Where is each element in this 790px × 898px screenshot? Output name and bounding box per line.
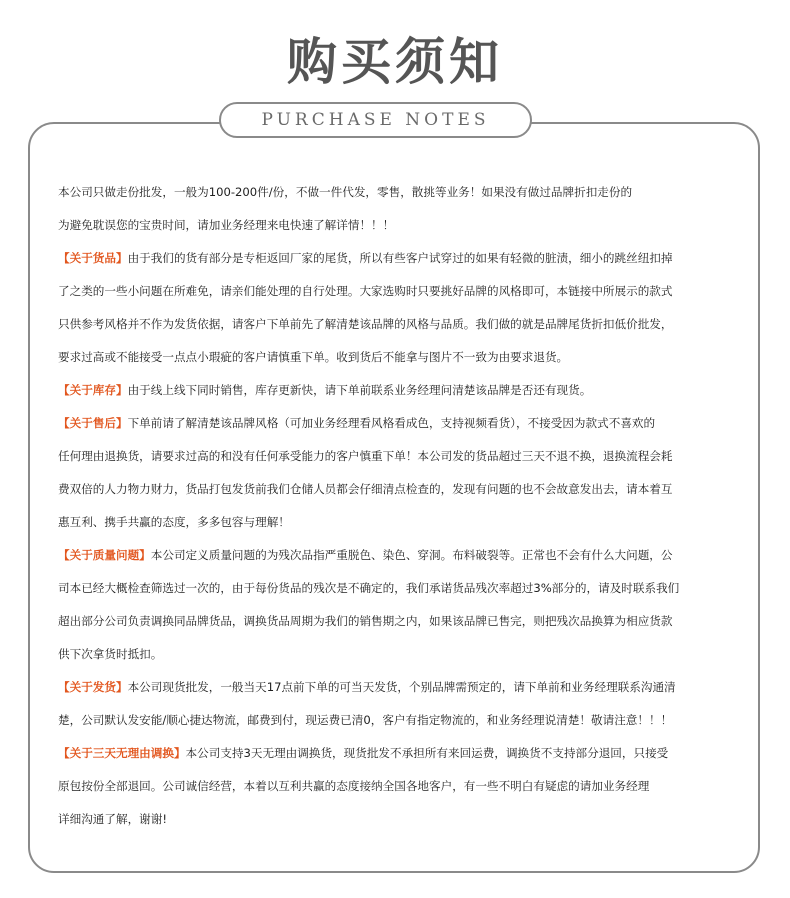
line-text: 楚，公司默认发安能/顺心捷达物流，邮费到付，现运费已清0，客户有指定物流的，和业务经理说清楚！敬请注意！！！ (58, 713, 673, 727)
notes-line (58, 440, 743, 473)
notes-line (58, 770, 743, 803)
line-text: 本公司只做走份批发，一般为100-200件/份，不做一件代发，零售，散挑等业务！如果没有做过品牌折扣走份的 (58, 185, 633, 199)
notes-line (58, 308, 743, 341)
line-text: 由于线上线下同时销售，库存更新快，请下单前联系业务经理问清楚该品牌是否还有现货。 (127, 383, 592, 397)
section-tag-shipping: 【关于发货】 (58, 680, 128, 694)
page-title: 购买须知 (287, 32, 503, 91)
line-text: 供下次拿货时抵扣。 (58, 647, 163, 661)
line-text: 下单前请了解清楚该品牌风格（可加业务经理看风格看成色，支持视频看货），不接受因为款式不喜欢的 (127, 416, 656, 430)
line-text: 司本已经大概检查筛选过一次的，由于每份货品的残次是不确定的，我们承诺货品残次率超过3%部分的，请及时联系我们 (58, 581, 680, 595)
line-text: 惠互利、携手共赢的态度，多多包容与理解！ (58, 515, 290, 529)
line-text: 本公司现货批发，一般当天17点前下单的可当天发货，个别品牌需预定的，请下单前和业务经理联系沟通清 (127, 680, 676, 694)
section-tag-stock: 【关于库存】 (58, 383, 128, 397)
notes-line (58, 638, 743, 671)
line-text: 要求过高或不能接受一点点小瑕疵的客户请慎重下单。收到货后不能拿与图片不一致为由要求退货。 (58, 350, 569, 364)
notes-line-quality (58, 539, 743, 572)
line-text: 原包按份全部退回。公司诚信经营，本着以互利共赢的态度接纳全国各地客户，有一些不明白有疑虑的请加业务经理 (58, 779, 650, 793)
notes-line (58, 506, 743, 539)
line-text: 本公司定义质量问题的为残次品指严重脱色、染色、穿洞。布料破裂等。正常也不会有什么大问题，公 (150, 548, 673, 562)
section-tag-goods: 【关于货品】 (58, 251, 128, 265)
line-text: 超出部分公司负责调换同品牌货品，调换货品周期为我们的销售期之内，如果该品牌已售完，则把残次品换算为相应货款 (58, 614, 673, 628)
section-tag-after-sales: 【关于售后】 (58, 416, 128, 430)
line-text: 了之类的一些小问题在所难免，请亲们能处理的自行处理。大家选购时只要挑好品牌的风格即可，本链接中所展示的款式 (58, 284, 673, 298)
page-subtitle: PURCHASE NOTES (219, 102, 532, 138)
line-text: 只供参考风格并不作为发货依据，请客户下单前先了解清楚该品牌的风格与品质。我们做的就是品牌尾货折扣低价批发， (58, 317, 673, 331)
line-text: 任何理由退换货，请要求过高的和没有任何承受能力的客户慎重下单！本公司发的货品超过三天不退不换，退换流程会耗 (58, 449, 673, 463)
notes-line (58, 176, 743, 209)
notes-line (58, 275, 743, 308)
notes-content (58, 176, 743, 836)
section-tag-returns: 【关于三天无理由调换】 (58, 746, 186, 760)
notes-line-goods (58, 242, 743, 275)
notes-line-returns (58, 737, 743, 770)
line-text: 为避免耽误您的宝贵时间，请加业务经理来电快速了解详情！！！ (58, 218, 395, 232)
notes-line-shipping (58, 671, 743, 704)
section-tag-quality: 【关于质量问题】 (58, 548, 151, 562)
line-text: 本公司支持3天无理由调换货，现货批发不承担所有来回运费，调换货不支持部分退回，只接受 (185, 746, 669, 760)
notes-line (58, 341, 743, 374)
notes-line (58, 704, 743, 737)
notes-line (58, 473, 743, 506)
line-text: 详细沟通了解，谢谢! (58, 812, 167, 826)
notes-line (58, 572, 743, 605)
notes-line (58, 209, 743, 242)
notes-line (58, 803, 743, 836)
line-text: 费双倍的人力物力财力，货品打包发货前我们仓储人员都会仔细清点检查的，发现有问题的也不会故意发出去，请本着互 (58, 482, 673, 496)
notes-line-after-sales (58, 407, 743, 440)
line-text: 由于我们的货有部分是专柜返回厂家的尾货，所以有些客户试穿过的如果有轻微的脏渍，细小的跳丝纽扣掉 (127, 251, 673, 265)
notes-line (58, 605, 743, 638)
notes-line-stock (58, 374, 743, 407)
